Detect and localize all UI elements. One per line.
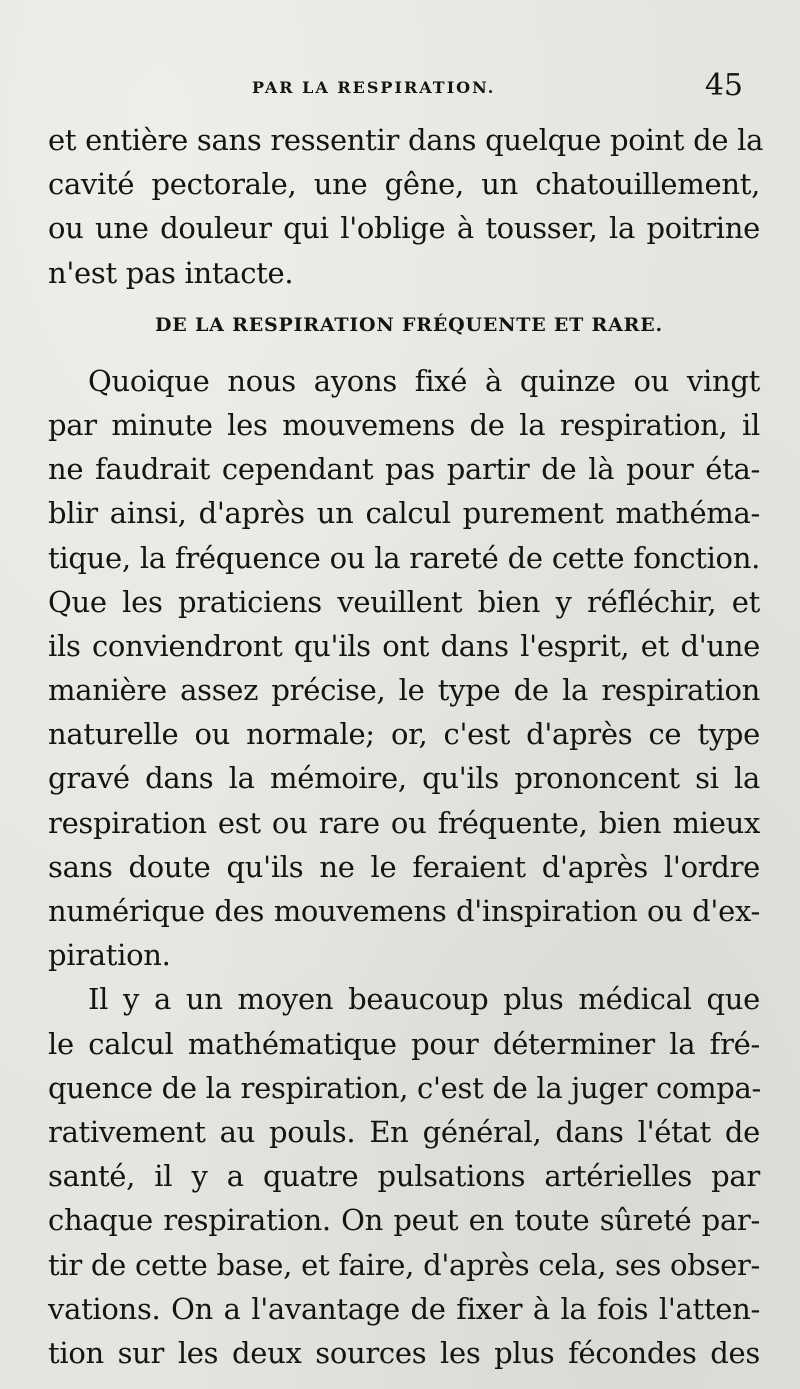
text-line: santé, il y a quatre pulsations artérielles par (48, 1159, 760, 1194)
paragraph-1 (48, 359, 760, 978)
text-line: vations. On a l'avantage de fixer à la fois l'atten- (48, 1291, 760, 1326)
page-text (48, 118, 764, 1375)
text-line: tique, la fréquence ou la rareté de cette fonction. (48, 540, 760, 575)
text-line: chaque respiration. On peut en toute sûreté par- (48, 1203, 760, 1238)
text-line: tir de cette base, et faire, d'après cela, ses obser- (48, 1247, 760, 1282)
text-line: par minute les mouvemens de la respiration, il (48, 407, 760, 442)
text-line: Il y a un moyen beaucoup plus médical que (88, 982, 760, 1017)
text-line: piration. (48, 938, 171, 973)
text-line: quence de la respiration, c'est de la juger compa- (48, 1070, 762, 1105)
page-number: 45 (704, 68, 743, 103)
text-line: rativement au pouls. En général, dans l'état de (48, 1114, 760, 1149)
text-line: manière assez précise, le type de la respiration (48, 673, 760, 708)
text-line: respiration est ou rare ou fréquente, bien mieux (48, 805, 760, 840)
text-line: gravé dans la mémoire, qu'ils prononcent si la (48, 761, 760, 796)
text-line: ne faudrait cependant pas partir de là pour éta- (48, 452, 760, 487)
text-line: ou une douleur qui l'oblige à tousser, la poitrine (48, 211, 760, 246)
text-line: ils conviendront qu'ils ont dans l'esprit, et d'une (48, 628, 760, 663)
running-head: PAR LA RESPIRATION. (252, 78, 496, 97)
text-line: sans doute qu'ils ne le feraient d'après l'ordre (48, 849, 760, 884)
text-line: naturelle ou normale; or, c'est d'après ce type (48, 717, 760, 752)
text-line: n'est pas intacte. (48, 255, 294, 290)
text-line: Quoique nous ayons fixé à quinze ou vingt (88, 363, 760, 398)
section-title: DE LA RESPIRATION FRÉQUENTE ET RARE. (155, 313, 663, 336)
page-header (0, 68, 800, 108)
text-line: le calcul mathématique pour déterminer la fré- (48, 1026, 760, 1061)
text-line: tion sur les deux sources les plus fécondes des (48, 1335, 760, 1370)
paragraph-continued (48, 118, 764, 295)
text-line: cavité pectorale, une gêne, un chatouillement, (48, 167, 760, 202)
text-line: et entière sans ressentir dans quelque point de la (48, 123, 764, 157)
text-line: numérique des mouvemens d'inspiration ou d'ex- (48, 894, 760, 928)
text-line: blir ainsi, d'après un calcul purement mathéma- (48, 496, 760, 531)
text-line: Que les praticiens veuillent bien y réfléchir, et (48, 584, 760, 619)
paragraph-2 (48, 977, 760, 1375)
